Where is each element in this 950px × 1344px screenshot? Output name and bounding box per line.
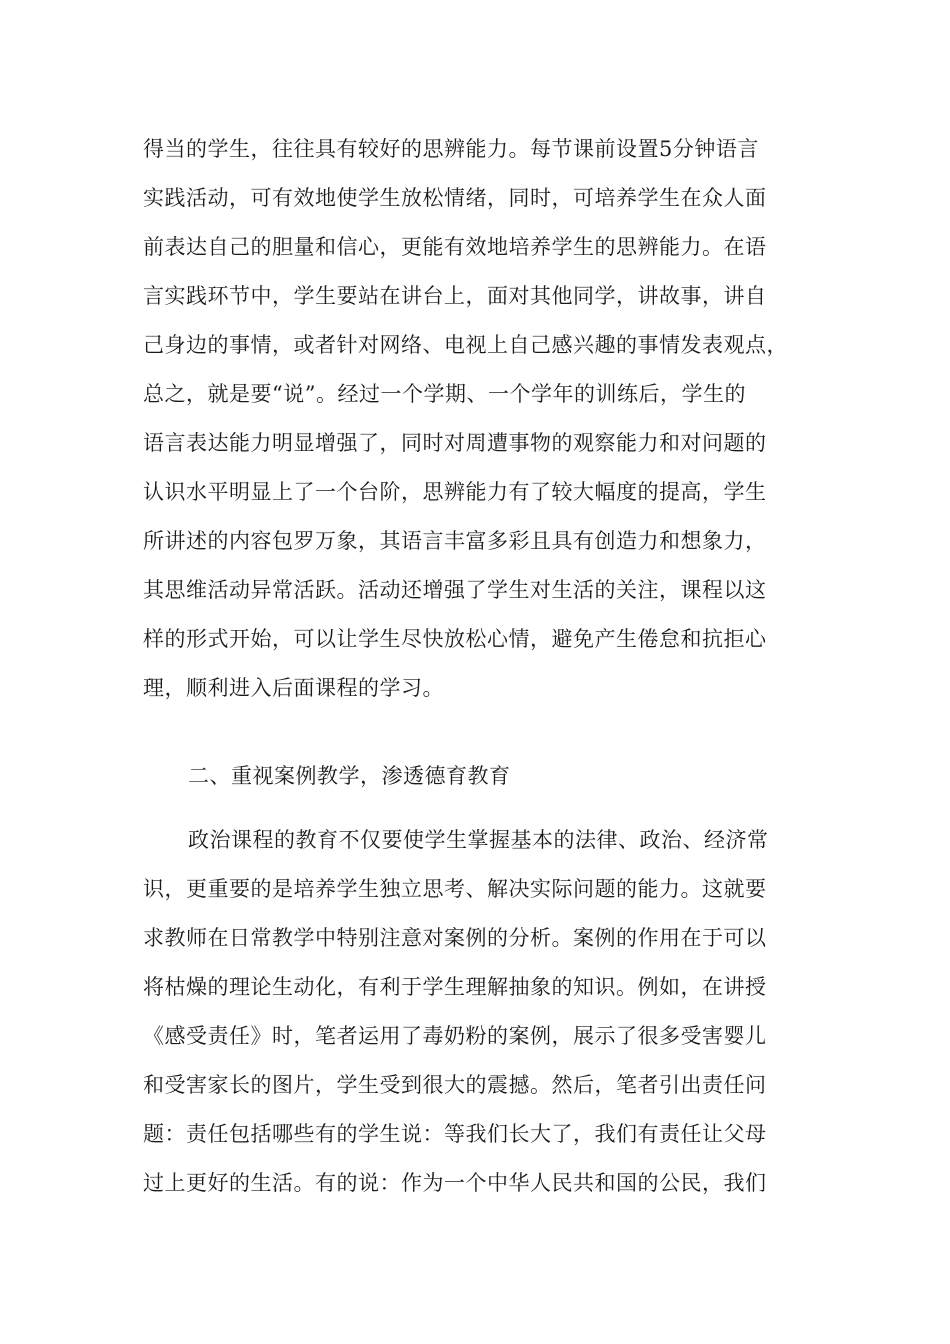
paragraph-line: 总之，就是要“说”。经过一个学期、一个学年的训练后，学生的	[143, 382, 746, 406]
paragraph-line: 将枯燥的理论生动化，有利于学生理解抽象的知识。例如，在讲授	[143, 975, 767, 999]
paragraph-line: 前表达自己的胆量和信心，更能有效地培养学生的思辨能力。在语	[143, 235, 767, 259]
paragraph-line: 语言表达能力明显增强了，同时对周遭事物的观察能力和对问题的	[143, 431, 767, 455]
paragraph-line: 言实践环节中，学生要站在讲台上，面对其他同学，讲故事，讲自	[143, 284, 767, 308]
paragraph-line: 样的形式开始，可以让学生尽快放松心情，避免产生倦怠和抗拒心	[143, 627, 767, 651]
section-heading: 二、重视案例教学，渗透德育教育	[188, 764, 511, 788]
paragraph-case-teaching	[143, 816, 803, 1208]
paragraph-line: 《感受责任》时，笔者运用了毒奶粉的案例，展示了很多受害婴儿	[143, 1024, 767, 1048]
paragraph-line: 识，更重要的是培养学生独立思考、解决实际问题的能力。这就要	[143, 877, 767, 901]
paragraph-line: 政治课程的教育不仅要使学生掌握基本的法律、政治、经济常	[188, 828, 769, 852]
paragraph-line: 其思维活动异常活跃。活动还增强了学生对生活的关注，课程以这	[143, 578, 767, 602]
paragraph-line: 所讲述的内容包罗万象，其语言丰富多彩且具有创造力和想象力，	[143, 529, 767, 553]
paragraph-line: 和受害家长的图片，学生受到很大的震撼。然后，笔者引出责任问	[143, 1073, 767, 1097]
paragraph-line: 题：责任包括哪些有的学生说：等我们长大了，我们有责任让父母	[143, 1122, 767, 1146]
paragraph-line: 己身边的事情，或者针对网络、电视上自己感兴趣的事情发表观点，	[143, 333, 788, 357]
paragraph-line: 得当的学生，往往具有较好的思辨能力。每节课前设置5分钟语言	[143, 137, 759, 161]
paragraph-line: 认识水平明显上了一个台阶，思辨能力有了较大幅度的提高，学生	[143, 480, 767, 504]
paragraph-line: 实践活动，可有效地使学生放松情绪，同时，可培养学生在众人面	[143, 186, 767, 210]
paragraph-line: 求教师在日常教学中特别注意对案例的分析。案例的作用在于可以	[143, 926, 767, 950]
paragraph-line: 理，顺利进入后面课程的学习。	[143, 676, 444, 700]
paragraph-line: 过上更好的生活。有的说：作为一个中华人民共和国的公民，我们	[143, 1171, 767, 1195]
paragraph-continued	[143, 125, 803, 713]
